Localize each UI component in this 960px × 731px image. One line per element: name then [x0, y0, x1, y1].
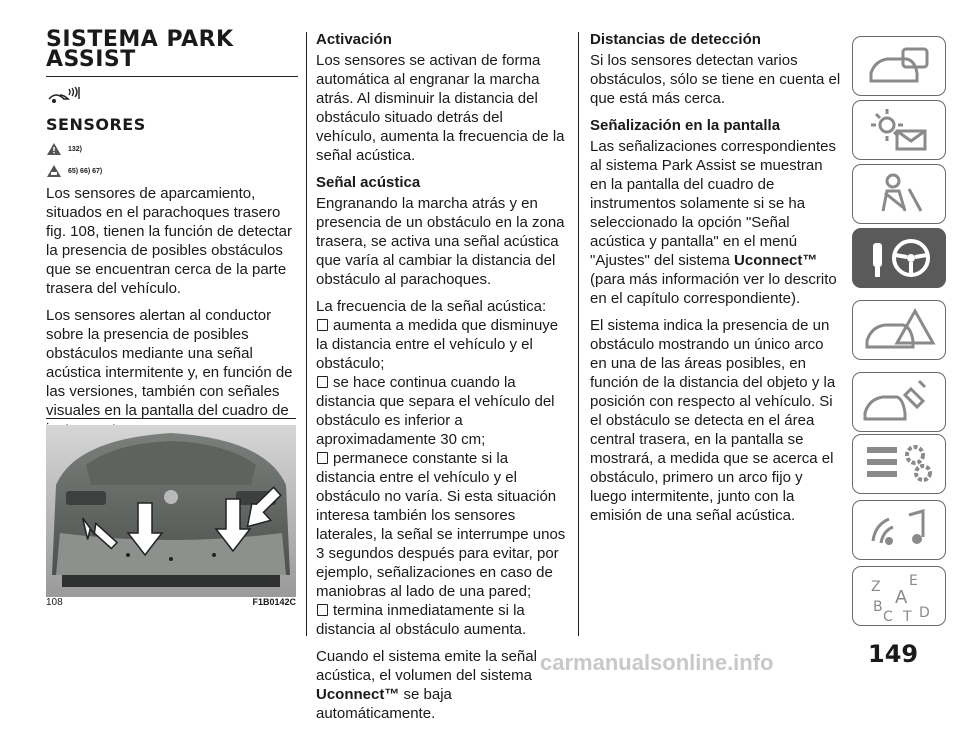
page-title: SISTEMA PARK ASSIST [46, 27, 234, 72]
checkbox-bullet-icon [317, 452, 328, 464]
figure-108 [46, 418, 296, 614]
figure-code: F1B0142C [252, 597, 296, 607]
gears-technical-icon [853, 435, 945, 493]
checkbox-bullet-icon [317, 376, 328, 388]
chapter-tab-dashboard[interactable] [852, 36, 946, 96]
paragraph-sensores-1: Los sensores de aparcamiento, situados en el parachoques trasero fig. 108, tienen la función de detectar la presencia de posibles obstáculos que se encuentran cerca de la parte trasera del vehículo. [46, 185, 293, 297]
chapter-tab-warnings[interactable] [852, 100, 946, 160]
column-divider-2 [578, 32, 579, 636]
car-dashboard-icon [853, 37, 945, 95]
list-item: termina inmediatamente si la distancia al obstáculo aumenta. [316, 602, 527, 638]
warning-ref-2: 65) 66) 67) [68, 167, 103, 175]
svg-text:B: B [873, 599, 883, 615]
figure-number: 108 [46, 597, 63, 608]
title-divider [46, 76, 298, 77]
column-left [46, 27, 298, 447]
watermark: carmanualsonline.info [540, 650, 774, 675]
svg-text:C: C [883, 609, 893, 625]
column-right [590, 30, 842, 533]
column-divider-1 [306, 32, 307, 636]
chapter-tab-technical[interactable] [852, 434, 946, 494]
svg-text:Z: Z [871, 579, 881, 595]
chapter-tab-emergency[interactable] [852, 300, 946, 360]
chapter-tab-multimedia[interactable] [852, 500, 946, 560]
warning-ref-1: 132) [68, 145, 83, 153]
paragraph-senalizacion: Las señalizaciones correspondientes al sistema Park Assist se muestran en la pantalla del cuadro de instrumentos solamente si se ha seleccionado la opción "Señal acústica y pantalla" en el menú "Ajustes" del sistema Uconnect™ (para más información ver lo descrito en el capítulo correspondiente). [590, 138, 837, 307]
svg-text:E: E [909, 573, 918, 589]
car-maintenance-icon [853, 373, 945, 431]
heading-senal-acustica: Señal acústica [316, 174, 421, 191]
warning-triangle-icon [46, 142, 62, 156]
checkbox-bullet-icon [317, 319, 328, 331]
list-item: permanece constante si la distancia entre el vehículo y el obstáculo no varía. Si esta situación interesa también los sensores laterales, la señal se interrumpe unos 3 segundos después para evitar, por ejemplo, señalizaciones en caso de maniobras al lado de una pared; [316, 450, 566, 600]
heading-activacion: Activación [316, 31, 392, 48]
svg-text:T: T [903, 609, 912, 625]
caution-triangle-icon [46, 164, 62, 178]
list-item: aumenta a medida que disminuye la distancia entre el vehículo y el obstáculo; [316, 317, 559, 372]
paragraph-senal-acustica: Engranando la marcha atrás y en presencia de un obstáculo en la zona trasera, se activa una señal acústica que varía al cambiar la distancia del obstáculo al parachoques. [316, 195, 565, 288]
warning-note-2 [46, 162, 298, 180]
list-item: se hace continua cuando la distancia que separa el vehículo del obstáculo es inferior a aproximadamente 30 cm; [316, 374, 555, 448]
warning-lights-icon [853, 101, 945, 159]
chapter-tab-safety[interactable] [852, 164, 946, 224]
paragraph-sensores-2: Los sensores alertan al conductor sobre la presencia de posibles obstáculos mediante una señal acústica intermitente y, en función de las versiones, también con señales visuales en la pantalla del cuadro de [46, 307, 293, 419]
page-number: 149 [868, 640, 919, 668]
column-middle [316, 30, 566, 731]
paragraph-distancias: Si los sensores detectan varios obstáculos, sólo se tiene en cuenta el que está más cerca. [590, 52, 841, 107]
bullet-list [316, 316, 566, 639]
chapter-tab-maintenance[interactable] [852, 372, 946, 432]
alphabet-index-icon [853, 567, 945, 625]
emergency-triangle-icon [853, 301, 945, 359]
heading-distancias: Distancias de detección [590, 31, 761, 48]
chapter-tab-driving[interactable] [852, 228, 946, 288]
chapter-tab-index[interactable] [852, 566, 946, 626]
paragraph-frecuencia: La frecuencia de la señal acústica: [316, 298, 547, 315]
warning-note-1 [46, 140, 298, 158]
paragraph-sistema-indica: El sistema indica la presencia de un obstáculo mostrando un único arco en una de las áreas posibles, en función de la distancia del objeto y la posición con respecto al vehículo. Si el obstáculo se detecta en el área central trasera, en la pantalla se mostrará, a medida que se acerca el obstáculo, primero un arco fijo y luego intermitente, junto con la emisión de una señal acústica. [590, 317, 836, 524]
seatbelt-safety-icon [853, 165, 945, 223]
steering-wheel-key-icon [853, 229, 945, 287]
park-assist-icon [46, 85, 298, 107]
paragraph-volumen: Cuando el sistema emite la señal acústica, el volumen del sistema Uconnect™ se baja automáticamente. [316, 648, 537, 722]
checkbox-bullet-icon [317, 604, 328, 616]
svg-text:A: A [895, 587, 908, 608]
heading-senalizacion-pantalla: Señalización en la pantalla [590, 117, 781, 134]
multimedia-icon [853, 501, 945, 559]
paragraph-activacion: Los sensores se activan de forma automática al engranar la marcha atrás. Al disminuir la distancia del obstáculo situado detrás del vehículo, aumenta la frecuencia de la señal acústica. [316, 52, 565, 164]
section-heading-sensores: SENSORES [46, 115, 146, 134]
car-rear-photo [46, 425, 296, 597]
svg-text:D: D [919, 605, 930, 621]
